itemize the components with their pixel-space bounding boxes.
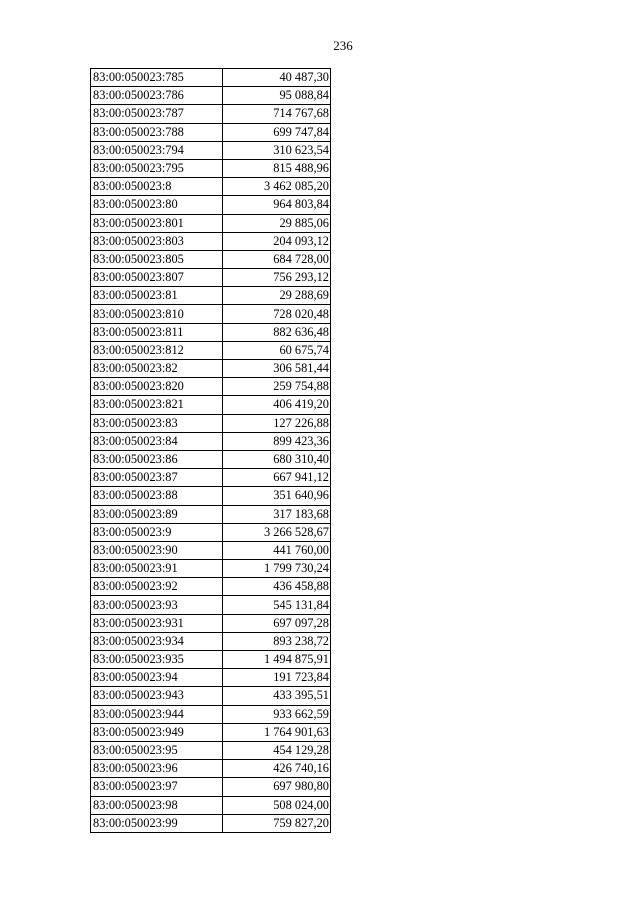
cadastral-value-cell: 933 662,59 xyxy=(223,705,331,723)
cadastral-value-cell: 317 183,68 xyxy=(223,505,331,523)
table-row xyxy=(91,578,331,596)
cadastral-value-cell: 3 462 085,20 xyxy=(223,178,331,196)
table-row xyxy=(91,287,331,305)
cadastral-value-cell: 259 754,88 xyxy=(223,378,331,396)
table-row xyxy=(91,560,331,578)
table-row xyxy=(91,269,331,287)
cadastral-number-cell: 83:00:050023:94 xyxy=(91,669,223,687)
cadastral-value-cell: 454 129,28 xyxy=(223,741,331,759)
cadastral-number-cell: 83:00:050023:935 xyxy=(91,651,223,669)
cadastral-number-cell: 83:00:050023:934 xyxy=(91,632,223,650)
table-row xyxy=(91,632,331,650)
cadastral-number-cell: 83:00:050023:795 xyxy=(91,159,223,177)
table-row xyxy=(91,741,331,759)
table-row xyxy=(91,232,331,250)
cadastral-number-cell: 83:00:050023:812 xyxy=(91,341,223,359)
table-row xyxy=(91,396,331,414)
table-row xyxy=(91,178,331,196)
table-row xyxy=(91,723,331,741)
cadastral-value-cell: 684 728,00 xyxy=(223,250,331,268)
table-row xyxy=(91,450,331,468)
cadastral-value-cell: 508 024,00 xyxy=(223,796,331,814)
cadastral-number-cell: 83:00:050023:99 xyxy=(91,814,223,832)
cadastral-value-cell: 3 266 528,67 xyxy=(223,523,331,541)
cadastral-value-cell: 697 097,28 xyxy=(223,614,331,632)
cadastral-number-cell: 83:00:050023:949 xyxy=(91,723,223,741)
cadastral-value-cell: 191 723,84 xyxy=(223,669,331,687)
cadastral-value-cell: 204 093,12 xyxy=(223,232,331,250)
table-row xyxy=(91,360,331,378)
cadastral-value-cell: 60 675,74 xyxy=(223,341,331,359)
table-row xyxy=(91,469,331,487)
cadastral-number-cell: 83:00:050023:80 xyxy=(91,196,223,214)
cadastral-number-cell: 83:00:050023:820 xyxy=(91,378,223,396)
table-row xyxy=(91,87,331,105)
cadastral-value-cell: 882 636,48 xyxy=(223,323,331,341)
table-row xyxy=(91,123,331,141)
cadastral-value-cell: 426 740,16 xyxy=(223,760,331,778)
table-row xyxy=(91,414,331,432)
table-row xyxy=(91,505,331,523)
cadastral-number-cell: 83:00:050023:811 xyxy=(91,323,223,341)
table-row xyxy=(91,305,331,323)
cadastral-number-cell: 83:00:050023:810 xyxy=(91,305,223,323)
cadastral-value-cell: 759 827,20 xyxy=(223,814,331,832)
table-row xyxy=(91,614,331,632)
table-row xyxy=(91,796,331,814)
cadastral-value-cell: 697 980,80 xyxy=(223,778,331,796)
cadastral-number-cell: 83:00:050023:98 xyxy=(91,796,223,814)
cadastral-number-cell: 83:00:050023:785 xyxy=(91,69,223,87)
cadastral-value-cell: 29 288,69 xyxy=(223,287,331,305)
table-row xyxy=(91,69,331,87)
table-row xyxy=(91,214,331,232)
table-row xyxy=(91,760,331,778)
cadastral-value-cell: 815 488,96 xyxy=(223,159,331,177)
cadastral-value-cell: 667 941,12 xyxy=(223,469,331,487)
cadastral-number-cell: 83:00:050023:90 xyxy=(91,541,223,559)
table-row xyxy=(91,778,331,796)
cadastral-value-cell: 893 238,72 xyxy=(223,632,331,650)
cadastral-value-cell: 680 310,40 xyxy=(223,450,331,468)
cadastral-number-cell: 83:00:050023:91 xyxy=(91,560,223,578)
cadastral-value-cell: 699 747,84 xyxy=(223,123,331,141)
cadastral-value-cell: 95 088,84 xyxy=(223,87,331,105)
table-row xyxy=(91,432,331,450)
cadastral-number-cell: 83:00:050023:82 xyxy=(91,360,223,378)
table-row xyxy=(91,196,331,214)
table-row xyxy=(91,141,331,159)
cadastral-number-cell: 83:00:050023:803 xyxy=(91,232,223,250)
cadastral-value-cell: 441 760,00 xyxy=(223,541,331,559)
cadastral-value-cell: 728 020,48 xyxy=(223,305,331,323)
table-row xyxy=(91,341,331,359)
table-row xyxy=(91,687,331,705)
cadastral-number-cell: 83:00:050023:93 xyxy=(91,596,223,614)
cadastral-value-cell: 1 764 901,63 xyxy=(223,723,331,741)
cadastral-number-cell: 83:00:050023:96 xyxy=(91,760,223,778)
table-row xyxy=(91,596,331,614)
cadastral-value-cell: 436 458,88 xyxy=(223,578,331,596)
cadastral-number-cell: 83:00:050023:84 xyxy=(91,432,223,450)
table-row xyxy=(91,541,331,559)
table-row xyxy=(91,378,331,396)
cadastral-number-cell: 83:00:050023:97 xyxy=(91,778,223,796)
table-row xyxy=(91,487,331,505)
cadastral-number-cell: 83:00:050023:88 xyxy=(91,487,223,505)
cadastral-value-table xyxy=(90,68,331,833)
table-row xyxy=(91,250,331,268)
cadastral-value-cell: 40 487,30 xyxy=(223,69,331,87)
cadastral-number-cell: 83:00:050023:81 xyxy=(91,287,223,305)
table-row xyxy=(91,669,331,687)
cadastral-value-cell: 1 799 730,24 xyxy=(223,560,331,578)
table-row xyxy=(91,814,331,832)
cadastral-value-cell: 306 581,44 xyxy=(223,360,331,378)
cadastral-number-cell: 83:00:050023:821 xyxy=(91,396,223,414)
cadastral-number-cell: 83:00:050023:8 xyxy=(91,178,223,196)
cadastral-number-cell: 83:00:050023:794 xyxy=(91,141,223,159)
cadastral-number-cell: 83:00:050023:944 xyxy=(91,705,223,723)
cadastral-number-cell: 83:00:050023:786 xyxy=(91,87,223,105)
table-row xyxy=(91,159,331,177)
table-row xyxy=(91,105,331,123)
cadastral-value-cell: 127 226,88 xyxy=(223,414,331,432)
cadastral-number-cell: 83:00:050023:807 xyxy=(91,269,223,287)
cadastral-number-cell: 83:00:050023:801 xyxy=(91,214,223,232)
table-row xyxy=(91,651,331,669)
cadastral-number-cell: 83:00:050023:943 xyxy=(91,687,223,705)
cadastral-number-cell: 83:00:050023:805 xyxy=(91,250,223,268)
cadastral-number-cell: 83:00:050023:86 xyxy=(91,450,223,468)
table-row xyxy=(91,323,331,341)
cadastral-number-cell: 83:00:050023:83 xyxy=(91,414,223,432)
cadastral-value-cell: 406 419,20 xyxy=(223,396,331,414)
table-body xyxy=(91,69,331,833)
cadastral-number-cell: 83:00:050023:931 xyxy=(91,614,223,632)
cadastral-value-cell: 29 885,06 xyxy=(223,214,331,232)
cadastral-value-cell: 714 767,68 xyxy=(223,105,331,123)
cadastral-value-cell: 756 293,12 xyxy=(223,269,331,287)
cadastral-number-cell: 83:00:050023:787 xyxy=(91,105,223,123)
cadastral-number-cell: 83:00:050023:89 xyxy=(91,505,223,523)
page-number: 236 xyxy=(333,38,353,53)
table-row xyxy=(91,705,331,723)
cadastral-number-cell: 83:00:050023:95 xyxy=(91,741,223,759)
cadastral-value-cell: 351 640,96 xyxy=(223,487,331,505)
cadastral-number-cell: 83:00:050023:87 xyxy=(91,469,223,487)
cadastral-number-cell: 83:00:050023:788 xyxy=(91,123,223,141)
cadastral-value-cell: 1 494 875,91 xyxy=(223,651,331,669)
cadastral-value-cell: 964 803,84 xyxy=(223,196,331,214)
cadastral-number-cell: 83:00:050023:92 xyxy=(91,578,223,596)
cadastral-value-cell: 899 423,36 xyxy=(223,432,331,450)
cadastral-number-cell: 83:00:050023:9 xyxy=(91,523,223,541)
cadastral-value-cell: 545 131,84 xyxy=(223,596,331,614)
cadastral-value-cell: 310 623,54 xyxy=(223,141,331,159)
table-row xyxy=(91,523,331,541)
cadastral-value-cell: 433 395,51 xyxy=(223,687,331,705)
